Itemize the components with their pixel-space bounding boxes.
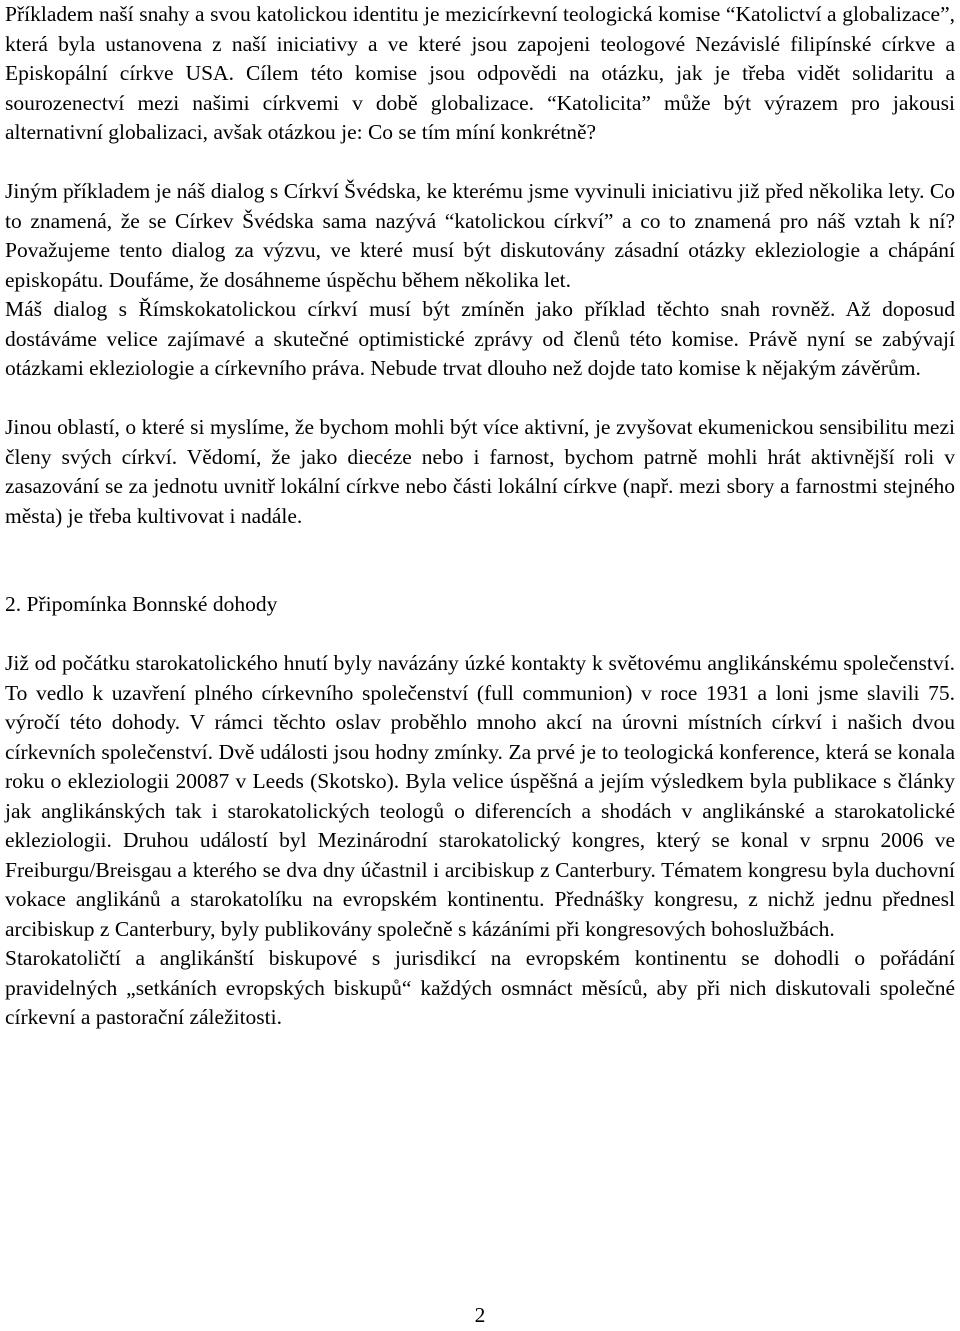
paragraph-church-of-sweden: Jiným příkladem je náš dialog s Církví Švédska, ke kterému jsme vyvinuli iniciativu již před několika lety. Co to znamená, že se Církev Švédska sama nazývá “katolickou církví” a co to znamená pro náš vztah k ní? Považujeme tento dialog za výzvu, ve které musí být diskutovány zásadní otázky ekleziologie a chápání episkopátu. Doufáme, že dosáhneme úspěchu během několika let. — [5, 179, 955, 292]
paragraph-bonn-agreement: Již od počátku starokatolického hnutí byly navázány úzké kontakty k světovému anglikánskému společenství. To vedlo k uzavření plného církevního společenství (full communion) v roce 1931 a loni jsme slavili 75. výročí této dohody. V rámci těchto oslav proběhlo mnoho akcí na úrovni místních církví i našich dvou církevních společenství. Dvě události jsou hodny zmínky. Za prvé je to teologická konference, která se konala roku o ekleziologii 20087 v Leeds (Skotsko). Byla velice úspěšná a jejím výsledkem byla publikace s články jak anglikánských tak i starokatolických teologů o diferencích a shodách v anglikánské a starokatolické ekleziologii. Druhou událostí byl Mezinárodní starokatolický kongres, který se konal v srpnu 2006 ve Freiburgu/Breisgau a kterého se dva dny účastnil i arcibiskup z Canterbury. Tématem kongresu byla duchovní vokace anglikánů a starokatolíku na evropském kontinentu. Přednášky kongresu, z nichž jednu přednesl arcibiskup z Canterbury, byly publikovány společně s kázáními při kongresových bohoslužbách. — [5, 651, 955, 941]
paragraph-roman-catholic-dialog: Máš dialog s Římskokatolickou církví musí být zmíněn jako příklad těchto snah rovněž. Až doposud dostáváme velice zajímavé a skutečné optimistické zprávy od členů této komise. Právě nyní se zabývají otázkami ekleziologie a církevního práva. Nebude trvat dlouho než dojde tato komise k nějakým závěrům. — [5, 297, 955, 380]
paragraph-catholicity-commission: Příkladem naší snahy a svou katolickou identitu je mezicírkevní teologická komise “Katolictví a globalizace”, která byla ustanovena z naší iniciativy a ve které jsou zapojeni teologové Nezávislé filipínské církve a Episkopální církve USA. Cílem této komise jsou odpovědi na otázku, jak je třeba vidět solidaritu a sourozenectví mezi našimi církvemi v době globalizace. “Katolicita” může být výrazem pro jakousi alternativní globalizaci, avšak otázkou je: Co se tím míní konkrétně? — [5, 2, 955, 144]
page-number: 2 — [474, 1303, 486, 1327]
paragraph-ecumenical-sensibility: Jinou oblastí, o které si myslíme, že bychom mohli být více aktivní, je zvyšovat ekumenickou sensibilitu mezi členy svých církví. Vědomí, že jako diecéze nebo i farnost, bychom patrně mohli hrát aktivnější roli v zasazování se za jednotu uvnitř lokální církve nebo části lokální církve (např. mezi sbory a farnostmi stejného města) je třeba kultivovat i nadále. — [5, 415, 955, 528]
section-heading: 2. Připomínka Bonnské dohody — [5, 592, 278, 616]
paragraph-bishops-meetings: Starokatoličtí a anglikánští biskupové s jurisdikcí na evropském kontinentu se dohodli o pořádání pravidelných „setkáních evropských biskupů“ každých osmnáct měsíců, aby při nich diskutovali společné církevní a pastorační záležitosti. — [5, 946, 955, 1029]
document-page — [5, 0, 955, 1033]
